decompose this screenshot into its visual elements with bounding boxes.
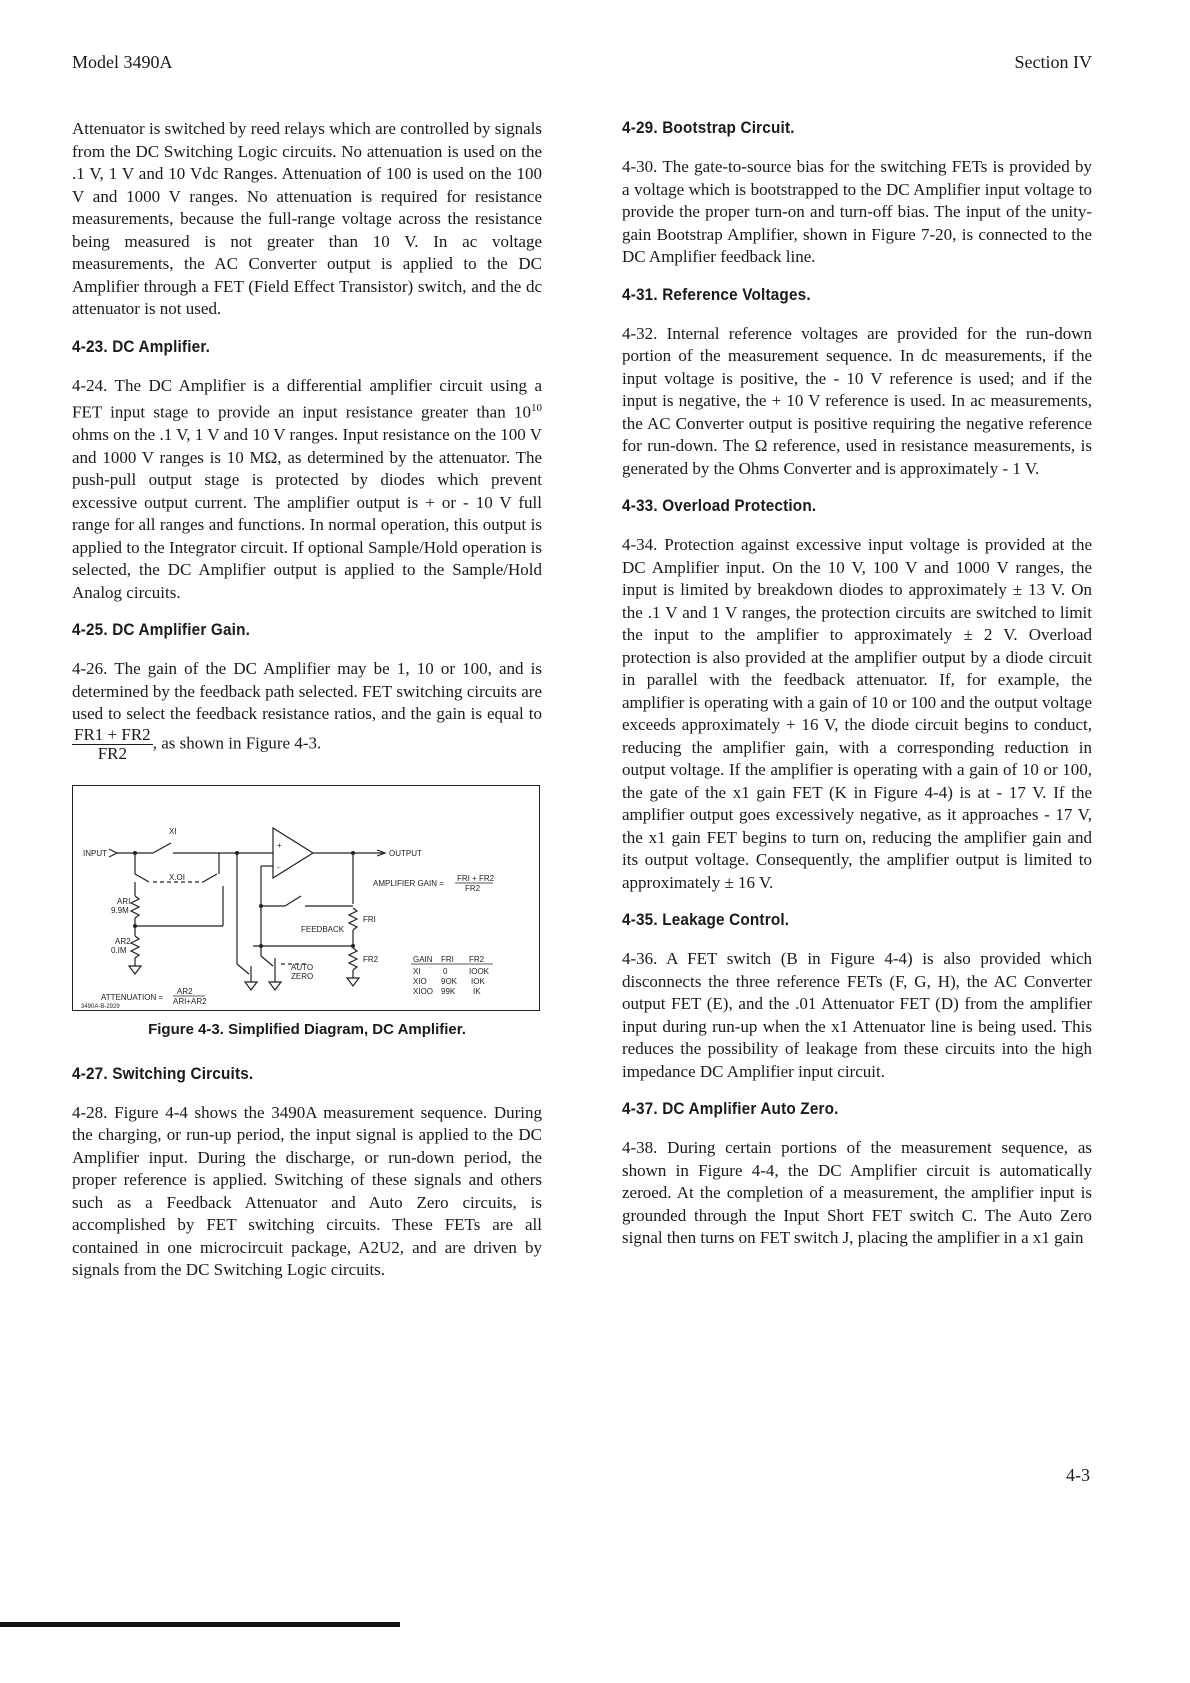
page-number: 4-3 (1066, 1465, 1090, 1485)
figure-caption: Figure 4-3. Simplified Diagram, DC Amplifier. (148, 1020, 466, 1038)
label-zero: ZERO (291, 971, 314, 981)
heading-4-23: 4-23. DC Amplifier. (72, 336, 211, 356)
label-input: INPUT (83, 848, 107, 858)
label-ar2-value: 0.IM (111, 945, 127, 955)
label-attenuation: ATTENUATION = (101, 992, 164, 1002)
paragraph-4-32: 4-32. Internal reference voltages are provided for the run-down portion of the measurement sequence. In dc measurements, if the input voltage is positive, the - 10 V reference is used; and if the input is negative, the + 10 V reference is used. In ac measurements, the AC Converter output is positive requiring the negative reference for run-down. The Ω reference, used in resistance measurements, is generated by the Ohms Converter and is approximately - 1 V. (622, 323, 1092, 478)
heading-4-25: 4-25. DC Amplifier Gain. (72, 620, 251, 640)
right-column (622, 118, 1092, 1266)
heading-4-37: 4-37. DC Amplifier Auto Zero. (622, 1099, 839, 1118)
figure-code: 3490A-B-2929 (81, 1003, 120, 1010)
label-gain-num: FRI + FR2 (457, 873, 495, 883)
gain-table-cell: IOK (471, 976, 485, 986)
gain-table-cell: 9OK (441, 976, 458, 986)
label-feedback: FEEDBACK (301, 924, 345, 934)
label-plus: + (277, 840, 282, 850)
dc-amplifier-schematic (73, 786, 539, 1010)
label-fr1: FRI (363, 914, 376, 924)
gain-table-header-gain: GAIN (413, 954, 433, 964)
label-ar2: AR2 (115, 936, 131, 946)
footer-rule (0, 1622, 400, 1627)
heading-4-27: 4-27. Switching Circuits. (72, 1063, 254, 1083)
paragraph-4-26: 4-26. The gain of the DC Amplifier may be 1, 10 or 100, and is determined by the feedback path selected. FET switching circuits are used to select the feedback resistance ratios, and the gain is equal to $\frac{FR1 + FR2}{FR2}$ , as shown in Figure 4-3. (72, 659, 542, 763)
gain-table-cell: XIO (413, 976, 427, 986)
label-attenuation-num: AR2 (177, 986, 193, 996)
label-output: OUTPUT (389, 848, 422, 858)
paragraph-attenuator: Attenuator is switched by reed relays which are controlled by signals from the DC Switching Logic circuits. No attenuation is used on the .1 V, 1 V and 10 Vdc Ranges. Attenuation of 100 is used on the 100 V and 1000 V ranges. No attenuation is required for resistance measurements, because the full-range voltage across the resistance being measured is not greater than 10 V. In ac voltage measurements, the AC Converter output is applied to the DC Amplifier through a FET (Field Effect Transistor) switch, and the dc attenuator is not used. (72, 119, 542, 318)
heading-4-31: 4-31. Reference Voltages. (622, 284, 811, 304)
gain-table-header-fr1: FRI (441, 954, 454, 964)
heading-4-33: 4-33. Overload Protection. (622, 496, 817, 515)
paragraph-4-30: 4-30. The gate-to-source bias for the switching FETs is provided by a voltage which is bootstrapped to the DC Amplifier input voltage to provide the proper turn-on and turn-off bias. The input of the unity-gain Bootstrap Amplifier, shown in Figure 7-20, is connected to the DC Amplifier feedback line. (622, 157, 1092, 266)
gain-table-cell: IK (473, 986, 481, 996)
running-header-model: Model 3490A (72, 52, 173, 72)
label-attenuation-den: ARI+AR2 (173, 996, 207, 1006)
gain-fraction: $\frac{FR1 + FR2}{FR2}$ (74, 724, 151, 763)
paragraph-4-38: 4-38. During certain portions of the measurement sequence, as shown in Figure 4-4, the DC Amplifier circuit is automatically zeroed. At the completion of a measurement, the amplifier input is grounded through the Input Short FET switch C. The Auto Zero signal then turns on FET switch J, placing the amplifier in a x1 gain (622, 1138, 1092, 1247)
gain-table-cell: 0 (443, 966, 448, 976)
label-fr2: FR2 (363, 954, 379, 964)
label-auto: AUTO (291, 962, 314, 972)
figure-4-3-diagram (72, 785, 540, 1011)
label-x01: X.OI (169, 872, 186, 882)
paragraph-4-34: 4-34. Protection against excessive input voltage is provided at the DC Amplifier input. On the 10 V, 100 V and 1000 V ranges, the input is limited by breakdown diodes to approximately ± 13 V. On the .1 V and 1 V ranges, the protection circuits are switched to limit the input to the amplifier to approximately ± 2 V. Overload protection is also provided at the amplifier output by a diode circuit in parallel with the feedback attenuator. If, for example, the amplifier is operating with a gain of 10 or 100 and the output voltage exceeds approximately + 16 V, the diode circuit begins to conduct, reducing the amplifier gain, with a corresponding reduction in output voltage. If the amplifier is operating with a gain of 10 or 100, the gate of the x1 gain FET (K in Figure 4-4) is at - 17 V. If the amplifier output goes excessively negative, as it approaches - 17 V, the x1 gain FET begins to turn on, reducing the amplifier gain and its output voltage. Consequently, the amplifier output is limited to approximately ± 16 V. (622, 535, 1092, 892)
label-ar1: ARI (117, 896, 131, 906)
superscript-exponent: 10 (531, 402, 542, 414)
label-x1: XI (169, 826, 177, 836)
gain-table-cell: XIOO (413, 986, 434, 996)
paragraph-4-28: 4-28. Figure 4-4 shows the 3490A measurement sequence. During the charging, or run-up period, the input signal is applied to the DC Amplifier input. During the discharge, or run-down period, the proper reference is applied. Switching of these signals and others such as a Feedback Attenuator and Auto Zero circuits, is accomplished by FET switching circuits. These FETs are all contained in one microcircuit package, A2U2, and are driven by signals from the DC Switching Logic circuits. (72, 1102, 542, 1280)
paragraph-4-36: 4-36. A FET switch (B in Figure 4-4) is also provided which disconnects the three reference FETs (F, G, H), the AC Converter output FET (E), and the .01 Attenuator FET (D) from the amplifier input during run-up when the x1 Attenuator line is being used. This reduces the possibility of leakage from these circuits into the high impedance DC Amplifier input circuit. (622, 949, 1092, 1081)
label-gain-den: FR2 (465, 883, 481, 893)
label-amplifier-gain: AMPLIFIER GAIN = (373, 878, 444, 888)
gain-table-cell: IOOK (469, 966, 490, 976)
gain-table-header-fr2: FR2 (469, 954, 485, 964)
heading-4-29: 4-29. Bootstrap Circuit. (622, 118, 795, 137)
label-ar1-value: 9.9M (111, 905, 129, 915)
left-column (72, 118, 542, 1298)
gain-table-cell: XI (413, 966, 421, 976)
gain-table-cell: 99K (441, 986, 456, 996)
running-header-section: Section IV (1014, 52, 1092, 72)
label-minus: - (277, 862, 280, 872)
heading-4-35: 4-35. Leakage Control. (622, 910, 790, 929)
paragraph-4-24: 4-24. The DC Amplifier is a differential amplifier circuit using a FET input stage to provide an input resistance greater than $10^{10}$ ohms on the .1 V, 1 V and 10 V ranges. Input resistance on the 100 V and 1000 V ranges is 10 MΩ, as determined by the attenuator. The push-pull output stage is protected by diodes which prevent excessive output current. The amplifier output is + or - 10 V full range for all ranges and functions. In normal operation, this output is applied to the Integrator circuit. If optional Sample/Hold operation is selected, the DC Amplifier output is applied to the Sample/Hold Analog circuits. (72, 375, 542, 602)
